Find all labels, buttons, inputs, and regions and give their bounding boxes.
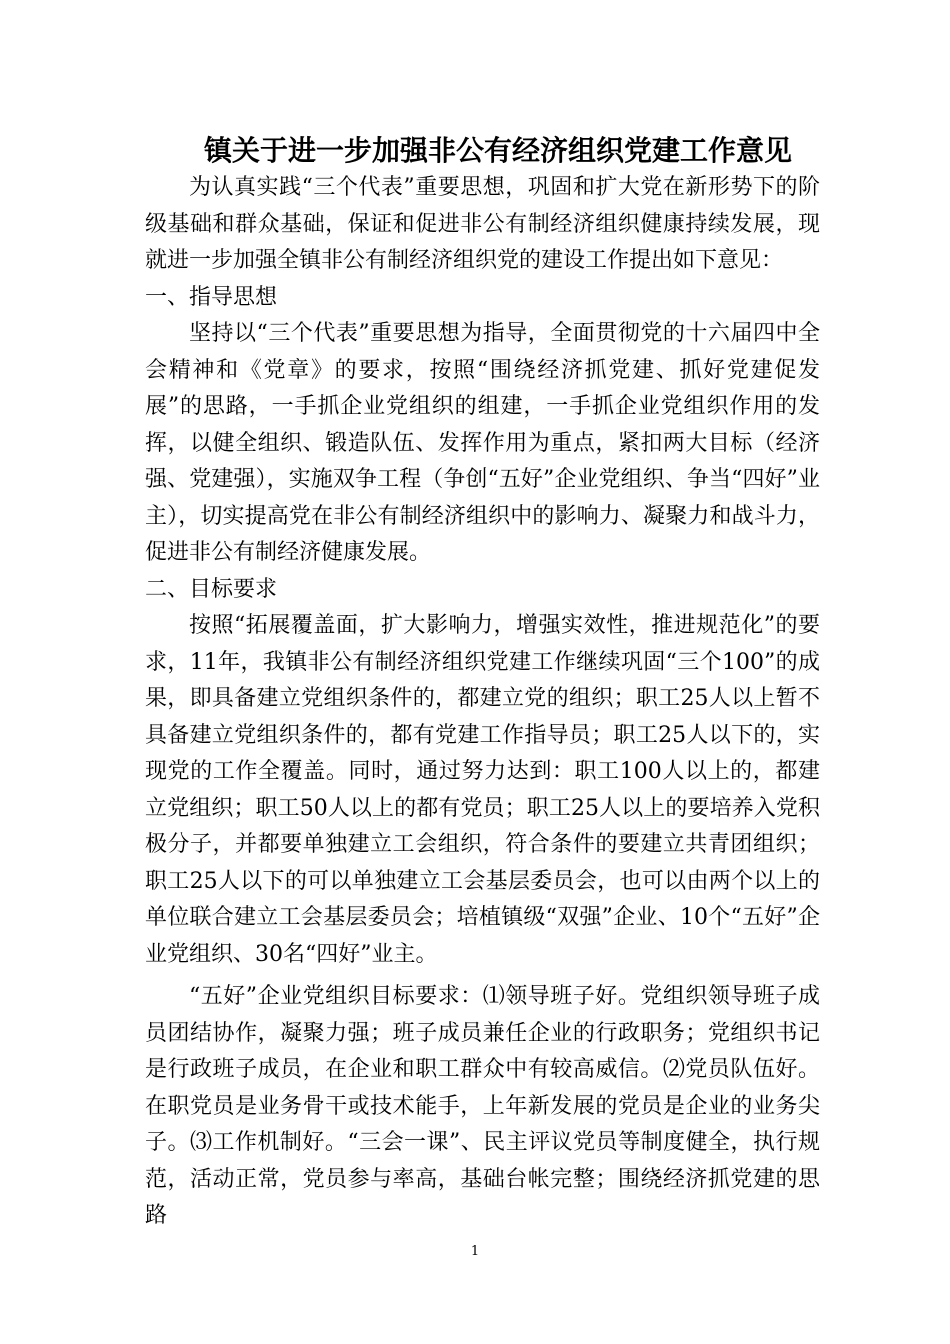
section-heading-guiding-thought: 一、指导思想 [145, 284, 278, 310]
section-heading-goals: 二、目标要求 [145, 576, 278, 602]
page-number: 1 [470, 1244, 480, 1259]
document-title: 镇关于进一步加强非公有经济组织党建工作意见 [204, 134, 793, 167]
goals-paragraph: 按照“拓展覆盖面，扩大影响力，增强实效性，推进规范化”的要求，11年，我镇非公有制经济组织党建工作继续巩固“三个100”的成果，即具备建立党组织条件的，都建立党的组织；职工25人以上暂不具备建立党组织条件的，都有党建工作指导员；职工25人以下的，实现党的工作全覆盖。同时，通过努力达到：职工100人以上的，都建立党组织；职工50人以上的都有党员；职工25人以上的要培养入党积极分子，并都要单独建立工会组织，符合条件的要建立共青团组织；职工25人以下的可以单独建立工会基层委员会，也可以由两个以上的单位联合建立工会基层委员会；培植镇级“双强”企业、10个“五好”企业党组织、30名“四好”业主。 [145, 613, 820, 967]
guiding-thought-paragraph: 坚持以“三个代表”重要思想为指导，全面贯彻党的十六届四中全会精神和《党章》的要求，按照“围绕经济抓党建、抓好党建促发展”的思路，一手抓企业党组织的组建，一手抓企业党组织作用的发挥，以健全组织、锻造队伍、发挥作用为重点，紧扣两大目标（经济强、党建强），实施双争工程（争创“五好”企业党组织、争当“四好”业主），切实提高党在非公有制经济组织中的影响力、凝聚力和战斗力，促进非公有制经济健康发展。 [145, 321, 820, 565]
intro-paragraph: 为认真实践“三个代表”重要思想，巩固和扩大党在新形势下的阶级基础和群众基础，保证和促进非公有制经济组织健康持续发展，现就进一步加强全镇非公有制经济组织党的建设工作提出如下意见： [145, 175, 820, 273]
five-good-requirements-paragraph: “五好”企业党组织目标要求：⑴领导班子好。党组织领导班子成员团结协作，凝聚力强；班子成员兼任企业的行政职务；党组织书记是行政班子成员，在企业和职工群众中有较高威信。⑵党员队伍好。在职党员是业务骨干或技术能手，上年新发展的党员是企业的业务尖子。⑶工作机制好。“三会一课”、民主评议党员等制度健全，执行规范，活动正常，党员参与率高，基础台帐完整；围绕经济抓党建的思路 [145, 984, 820, 1228]
document-body [145, 170, 820, 1235]
